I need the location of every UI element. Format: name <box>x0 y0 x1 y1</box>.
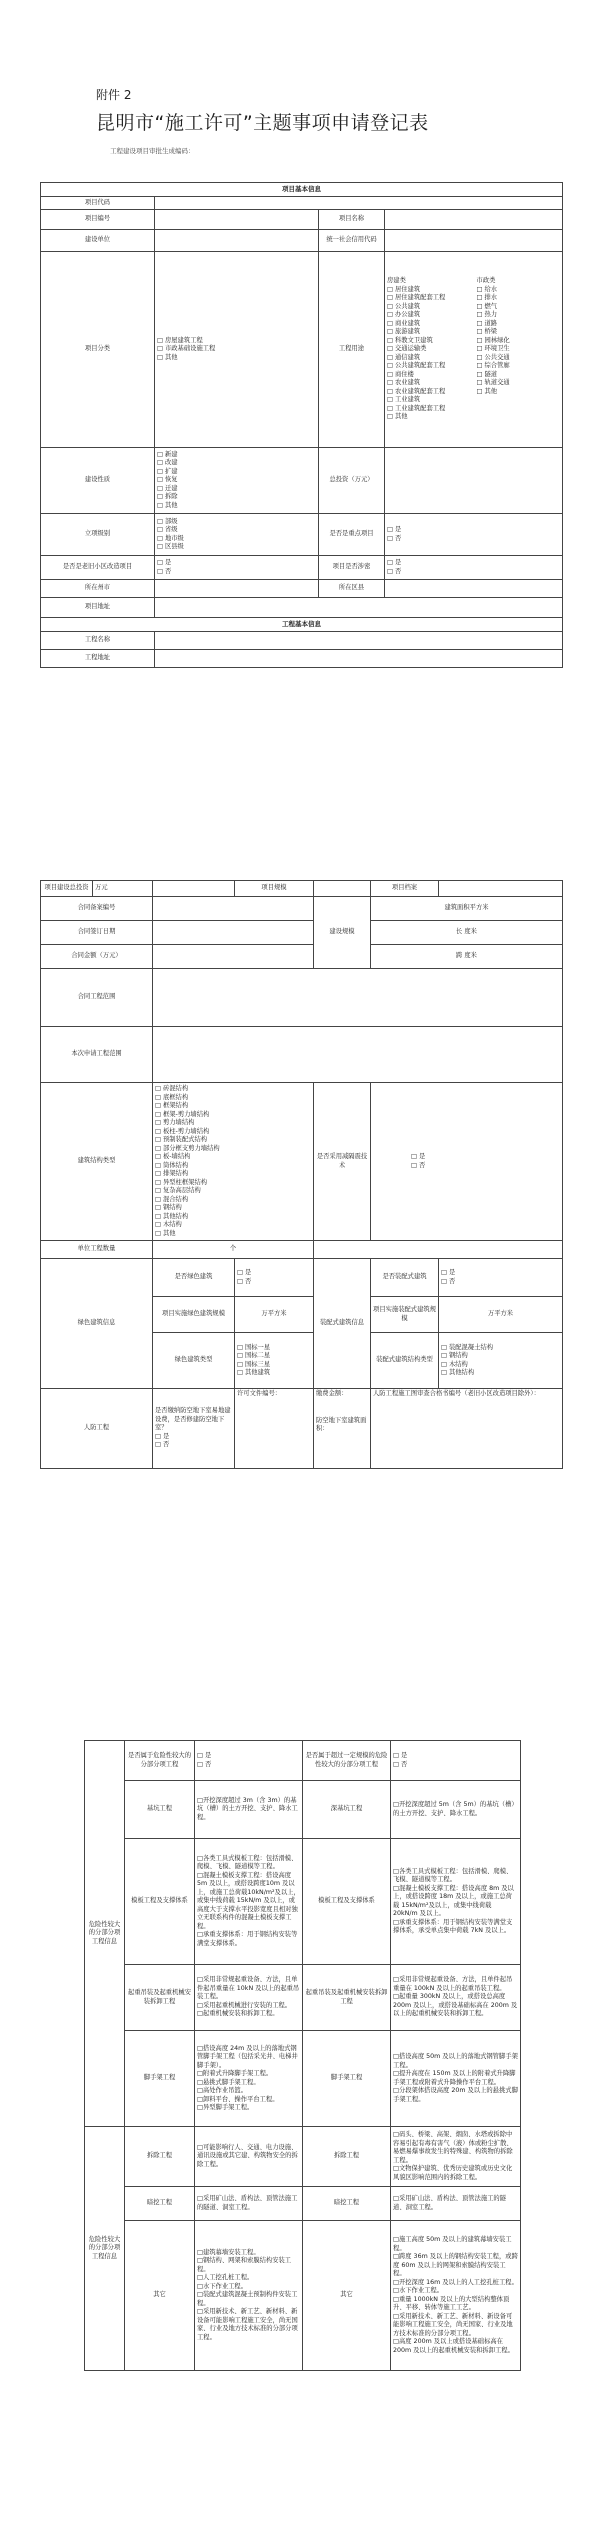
row-label: 其它 <box>303 2221 391 2371</box>
row-text-content: □可能影响行人、交通、电力设施、通讯设施或其它建、构筑物安全的拆除工程。 <box>197 2143 298 2168</box>
label-key-project: 是否是重点项目 <box>319 514 385 556</box>
structure-option[interactable]: □ 板-墙结构 <box>155 1153 311 1162</box>
prefab-type-options[interactable] <box>439 1333 563 1389</box>
unit-sqm: 万平方米 <box>487 1310 514 1318</box>
use-option[interactable]: □ 排水 <box>477 294 561 303</box>
row-label: 拆除工程 <box>125 2127 195 2187</box>
row-text[interactable] <box>195 2187 303 2221</box>
use-option[interactable]: □ 桥梁 <box>477 328 561 337</box>
renovation-no[interactable]: □ 否 <box>157 568 316 577</box>
label-prefab-type: 装配式建筑结构类型 <box>371 1333 439 1389</box>
risk-q2-yes[interactable]: □ 是 <box>393 1752 518 1761</box>
nature-option[interactable]: □ 扩建 <box>157 468 316 477</box>
risk-q2-no[interactable]: □ 否 <box>393 1761 518 1770</box>
row-text-content: □码头、桥梁、高架、烟囱、水塔或拆除中容易引起有毒有害气（液）体或粉尘扩散、易燃易爆事故发生的特殊建、构筑物的拆除工程。 □文物保护建筑、优秀历史建筑或历史文化风貌区影响范围内的拆除工程。 <box>393 2131 513 2181</box>
use-option[interactable]: □ 综合管廊 <box>477 362 561 371</box>
use-option[interactable]: □ 其他 <box>477 388 561 397</box>
green-type-option[interactable]: □ 其他建筑 <box>237 1369 311 1378</box>
row-label: 深基坑工程 <box>303 1781 391 1839</box>
field-district[interactable] <box>385 580 563 598</box>
structure-option[interactable]: □ 混合结构 <box>155 1196 311 1205</box>
option-housing[interactable]: □ 房屋建筑工程 <box>157 337 316 346</box>
row-text-content: □各类工具式模板工程：包括滑模、爬模、飞模、隧道模等工程。 □混凝土模板支撑工程：搭设高度 5m 及以上，或搭设跨度10m 及以上，或施工总荷载10kN/m²及以上，或集中线荷载 15kN/m 及以上，或高度大于支撑水平投影宽度且相对独立无联系构件的混凝土模板支撑工程。 □承重支撑体系：用于钢结构安装等满堂支撑体系。 <box>197 1854 300 1947</box>
row-label: 基坑工程 <box>125 1781 195 1839</box>
level-option[interactable]: □ 区县级 <box>157 543 316 552</box>
prefab-no[interactable]: □ 否 <box>441 1278 560 1287</box>
label-is-prefab: 是否装配式建筑 <box>371 1259 439 1297</box>
field-project-address[interactable] <box>155 598 563 618</box>
field-credit-code[interactable] <box>385 230 563 252</box>
row-text-content: □搭设高度 24m 及以上的落地式钢管脚手架工程（包括采光井、电梯井脚手架）。 □附着式升降脚手架工程。 □悬挑式脚手架工程。 □高处作业吊篮。 □卸料平台、操作平台工程。 □异型脚手架工程。 <box>197 2044 298 2111</box>
row-text-content: □建筑幕墙安装工程。 □钢结构、网架和索膜结构安装工程。 □人工挖孔桩工程。 □水下作业工程。 □装配式建筑混凝土预制构件安装工程。 □采用新技术、新工艺、新材料、新设备可能影响工程施工安全，尚无国家、行业及地方技术标准的分部分项工程。 <box>197 2248 298 2341</box>
field-investment[interactable] <box>93 881 153 897</box>
structure-option[interactable]: □ 木结构 <box>155 1221 311 1230</box>
field-total-investment[interactable] <box>385 448 563 514</box>
key-project-yes[interactable]: □ 是 <box>387 526 560 535</box>
label-contract-amount: 合同金额（万元） <box>41 945 153 969</box>
row-text-content: □采用矿山法、盾构法、顶管法施工的隧道、洞室工程。 <box>393 2195 507 2211</box>
option-other[interactable]: □ 其他 <box>157 354 316 363</box>
engineering-info-table <box>40 880 563 1469</box>
level-option[interactable]: □ 地市级 <box>157 535 316 544</box>
label-structure-type: 建筑结构类型 <box>41 1083 153 1241</box>
use-option[interactable]: □ 给水 <box>477 286 561 295</box>
row-label: 暗挖工程 <box>303 2187 391 2221</box>
green-type-option[interactable]: □ 国标三星 <box>237 1361 311 1370</box>
use-option[interactable]: □ 隧道 <box>477 371 561 380</box>
row-label: 脚手架工程 <box>125 2031 195 2127</box>
label-green-type: 绿色建筑类型 <box>153 1333 235 1389</box>
prefab-type-option[interactable]: □ 钢结构 <box>441 1352 560 1361</box>
label-isolation-tech: 是否采用减隔震技术 <box>314 1083 371 1241</box>
page-1 <box>0 0 600 880</box>
use-option[interactable]: □ 轨道交通 <box>477 379 561 388</box>
green-type-options[interactable] <box>235 1333 314 1389</box>
label-civil-air: 人防工程 <box>41 1389 153 1469</box>
structure-option[interactable]: □ 异型柱框架结构 <box>155 1179 311 1188</box>
green-type-option[interactable]: □ 国标二星 <box>237 1352 311 1361</box>
structure-option[interactable]: □ 部分框支剪力墙结构 <box>155 1145 311 1154</box>
structure-option[interactable]: □ 剪力墙结构 <box>155 1119 311 1128</box>
label-project-number: 项目编号 <box>41 210 155 230</box>
label-construction-nature: 建设性质 <box>41 448 155 514</box>
approval-code-note: 工程建设项目审批生成编码： <box>110 147 195 155</box>
unit-sqm: 万平方米 <box>261 1310 287 1318</box>
row-text[interactable] <box>195 2221 303 2371</box>
civil-air-fee-area[interactable] <box>314 1389 371 1469</box>
label-green-area: 项目实施绿色建筑规模 <box>153 1297 235 1333</box>
row-text[interactable] <box>195 1965 303 2031</box>
green-no[interactable]: □ 否 <box>237 1278 311 1287</box>
row-text[interactable] <box>391 2031 521 2127</box>
label-current-scope: 本次申请工程范围 <box>41 1027 153 1083</box>
use-option[interactable]: □ 工业建筑 <box>387 396 471 405</box>
label-risk-q2: 是否属于超过一定规模的危险性较大的分部分项工程 <box>303 1741 391 1781</box>
green-options[interactable] <box>235 1259 314 1297</box>
field-engineering-name[interactable] <box>155 632 563 650</box>
key-project-no[interactable]: □ 否 <box>387 535 560 544</box>
level-option[interactable]: □ 省级 <box>157 526 316 535</box>
field-contract-date[interactable] <box>153 921 314 945</box>
field-contract-filing[interactable] <box>153 897 314 921</box>
label-project-category: 项目分类 <box>41 252 155 448</box>
nature-option[interactable]: □ 迁建 <box>157 485 316 494</box>
use-option[interactable]: □ 道路 <box>477 320 561 329</box>
structure-option[interactable]: □ 框架-剪力墙结构 <box>155 1111 311 1120</box>
label-approval-level: 立项级别 <box>41 514 155 556</box>
structure-option[interactable]: □ 底框结构 <box>155 1094 311 1103</box>
risk-q1-yes[interactable]: □ 是 <box>197 1752 300 1761</box>
structure-option[interactable]: □ 复杂高层结构 <box>155 1187 311 1196</box>
structure-option[interactable]: □ 排架结构 <box>155 1170 311 1179</box>
label-renovation: 是否是老旧小区改造项目 <box>41 556 155 580</box>
structure-option[interactable]: □ 其他结构 <box>155 1213 311 1222</box>
label-project-code: 项目代码 <box>41 197 155 210</box>
nature-option[interactable]: □ 拆除 <box>157 493 316 502</box>
field-contract-amount[interactable] <box>153 945 314 969</box>
label-emergency: 项目是否涉密 <box>319 556 385 580</box>
use-option[interactable]: □ 商住楼 <box>387 371 471 380</box>
label-contract-scope: 合同工程范围 <box>41 969 153 1027</box>
label-green-info: 绿色建筑信息 <box>41 1259 153 1389</box>
use-option[interactable]: □ 科教文卫建筑 <box>387 337 471 346</box>
label-prefab-info: 装配式建筑信息 <box>314 1259 371 1389</box>
field-project-code[interactable] <box>155 197 563 210</box>
row-label: 起重吊装及起重机械安装拆卸工程 <box>125 1965 195 2031</box>
row-text-content: □采用非常规起重设备、方法，且单件起吊重量在 100kN 及以上的起重吊装工程。 □起重量 300kN 及以上，或搭设总高度 200m 及以上，或搭设基础标高在 200m 及以上的起重机械安装和拆卸工程。 <box>393 1976 518 2018</box>
risk-q2-options[interactable] <box>391 1741 521 1781</box>
prefab-yes[interactable]: □ 是 <box>441 1269 560 1278</box>
use-option[interactable]: □ 热力 <box>477 311 561 320</box>
row-label: 脚手架工程 <box>303 2031 391 2127</box>
nature-option[interactable]: □ 其他 <box>157 502 316 511</box>
row-text[interactable] <box>391 1781 521 1839</box>
use-option[interactable]: □ 公共建筑配套工程 <box>387 362 471 371</box>
row-text[interactable] <box>195 1781 303 1839</box>
label-engineering-address: 工程地址 <box>41 650 155 668</box>
row-text[interactable] <box>391 1965 521 2031</box>
label-super-group: 危险性较大的分部分项工程信息 <box>85 2127 125 2371</box>
use-option[interactable]: □ 办公建筑 <box>387 311 471 320</box>
label-danger-group: 危险性较大的分部分项工程信息 <box>85 1741 125 2127</box>
use-option[interactable]: □ 燃气 <box>477 303 561 312</box>
row-text[interactable] <box>391 2221 521 2371</box>
label-contract-date: 合同签订日期 <box>41 921 153 945</box>
row-label: 其它 <box>125 2221 195 2371</box>
structure-option[interactable]: □ 筒体结构 <box>155 1162 311 1171</box>
category-options[interactable] <box>155 252 319 448</box>
use-option[interactable]: □ 居住建筑 <box>387 286 471 295</box>
field-prefab-area[interactable] <box>439 1297 563 1333</box>
label-contract-filing: 合同备案编号 <box>41 897 153 921</box>
use-option[interactable]: □ 旅游建筑 <box>387 328 471 337</box>
risk-q1-no[interactable]: □ 否 <box>197 1761 300 1770</box>
row-text-content: □采用矿山法、盾构法、顶管法施工的隧道、洞室工程。 <box>197 2195 298 2211</box>
civil-air-question[interactable] <box>153 1389 235 1469</box>
label-engineering-name: 工程名称 <box>41 632 155 650</box>
page-2 <box>0 880 600 1740</box>
field-engineering-address[interactable] <box>155 650 563 668</box>
label-credit-code: 统一社会信用代码 <box>319 230 385 252</box>
section-title-project: 项目基本信息 <box>41 183 563 197</box>
field-building-area[interactable]: 建筑面积平方米 <box>371 897 563 921</box>
use-option[interactable]: □ 公共建筑 <box>387 303 471 312</box>
label-province-city: 所在州市 <box>41 580 155 598</box>
field-unit-count-extra <box>314 1241 563 1259</box>
row-text[interactable] <box>195 2127 303 2187</box>
use-option[interactable]: □ 其他 <box>387 413 471 422</box>
row-text[interactable] <box>391 1839 521 1965</box>
field-green-area[interactable] <box>235 1297 314 1333</box>
risk-table <box>84 1740 521 2371</box>
field-province-city[interactable] <box>155 580 319 598</box>
label-construction-unit: 建设单位 <box>41 230 155 252</box>
row-text[interactable] <box>391 2187 521 2221</box>
civil-air-fee: 缴费金额： <box>316 1390 348 1397</box>
row-label: 暗挖工程 <box>125 2187 195 2221</box>
prefab-type-option[interactable]: □ 木结构 <box>441 1361 560 1370</box>
use-option[interactable]: □ 环境卫生 <box>477 345 561 354</box>
use-option[interactable]: □ 商业建筑 <box>387 320 471 329</box>
green-yes[interactable]: □ 是 <box>237 1269 311 1278</box>
row-text[interactable] <box>195 1839 303 1965</box>
use-option[interactable]: □ 农业建筑 <box>387 379 471 388</box>
nature-option[interactable]: □ 改建 <box>157 459 316 468</box>
emergency-no[interactable]: □ 否 <box>387 568 560 577</box>
label-investment: 项目建设总投资 <box>41 881 93 897</box>
row-text-content: □施工高度 50m 及以上的建筑幕墙安装工程。 □跨度 36m 及以上的钢结构安装工程，或跨度 60m 及以上的网架和索膜结构安装工程。 □开挖深度 16m 及以上的人工挖孔桩工程。 □水下作业工程。 □重量 1000kN 及以上的大型结构整体顶升、平移、转体等施工工艺。 □采用新技术、新工艺、新材料、新设备可能影响工程施工安全，尚无国家、行业及地方技术标准的分部分项工程。 □高度 200m 及以上或搭设基础标高在 200m 及以上的起重机械安装和拆卸工程。 <box>393 2236 518 2354</box>
label-construction-scale: 建设规模 <box>314 897 371 969</box>
structure-option[interactable]: □ 钢结构 <box>155 1204 311 1213</box>
emergency-options[interactable] <box>385 556 563 580</box>
engineering-use-options[interactable] <box>385 252 563 448</box>
row-text-content: □各类工具式模板工程：包括滑模、爬模、飞模、隧道模等工程。 □混凝土模板支撑工程：搭设高度 8m 及以上，或搭设跨度 18m 及以上，或施工总荷载 15kN/m²及以上，或集中线荷载 20kN/m 及以上。 □承重支撑体系：用于钢结构安装等满堂支撑体系，承受单点集中荷载 7kN 及以上。 <box>393 1867 514 1934</box>
structure-option[interactable]: □ 砖混结构 <box>155 1085 311 1094</box>
isolation-options[interactable] <box>371 1083 563 1241</box>
field-project-name[interactable] <box>385 210 563 230</box>
use-housing-header: 房建类 <box>387 277 406 285</box>
row-label: 模板工程及支撑体系 <box>303 1839 391 1965</box>
label-total-investment: 总投资（万元） <box>319 448 385 514</box>
row-label: 拆除工程 <box>303 2127 391 2187</box>
label-project-name: 项目名称 <box>319 210 385 230</box>
field-unit-count[interactable] <box>153 1241 314 1259</box>
field-project-number[interactable] <box>155 210 319 230</box>
field-span[interactable]: 跨 度米 <box>371 945 563 969</box>
row-label: 模板工程及支撑体系 <box>125 1839 195 1965</box>
row-text-content: □开挖深度超过 3m（含 3m）的基坑（槽）的土方开挖、支护、降水工程。 <box>197 1796 298 1821</box>
unit-wanyuan: 万元 <box>95 884 108 892</box>
prefab-type-option[interactable]: □ 其他结构 <box>441 1369 560 1378</box>
structure-options[interactable] <box>153 1083 314 1241</box>
label-is-green: 是否绿色建筑 <box>153 1259 235 1297</box>
prefab-type-option[interactable]: □ 装配混凝土结构 <box>441 1344 560 1353</box>
row-text-content: □开挖深度超过 5m（含 5m）的基坑（槽）的土方开挖、支护、降水工程。 <box>393 1801 518 1817</box>
label-project-scale: 项目规模 <box>235 881 314 897</box>
page-3 <box>0 1740 600 2546</box>
project-info-table <box>40 182 563 668</box>
label-project-level: 项目档案 <box>371 881 439 897</box>
row-label: 起重吊装及起重机械安装拆卸工程 <box>303 1965 391 2031</box>
field-project-scale[interactable] <box>314 881 371 897</box>
option-municipal[interactable]: □ 市政基础设施工程 <box>157 345 316 354</box>
prefab-options[interactable] <box>439 1259 563 1297</box>
structure-option[interactable]: □ 板柱-剪力墙结构 <box>155 1128 311 1137</box>
green-type-option[interactable]: □ 国标一星 <box>237 1344 311 1353</box>
risk-q1-options[interactable] <box>195 1741 303 1781</box>
nature-option[interactable]: □ 新建 <box>157 451 316 460</box>
label-district: 所在区县 <box>319 580 385 598</box>
label-prefab-area: 项目实施装配式建筑规模 <box>371 1297 439 1333</box>
row-text-content: □搭设高度 50m 及以上的落地式钢管脚手架工程。 □提升高度在 150m 及以上的附着式升降脚手架工程或附着式升降操作平台工程。 □分段架体搭设高度 20m 及以上的悬挑式脚手架工程。 <box>393 2053 518 2103</box>
page-title: 昆明市“施工许可”主题事项申请登记表 <box>96 112 429 134</box>
level-option[interactable]: □ 部级 <box>157 518 316 527</box>
use-option[interactable]: □ 农业建筑配套工程 <box>387 388 471 397</box>
nature-option[interactable]: □ 恢复 <box>157 476 316 485</box>
renovation-yes[interactable]: □ 是 <box>157 559 316 568</box>
section-title-engineering: 工程基本信息 <box>41 618 563 632</box>
label-project-address: 项目地址 <box>41 598 155 618</box>
isolation-yes[interactable]: □ 是 <box>411 1153 560 1162</box>
field-length[interactable]: 长 度米 <box>371 921 563 945</box>
field-investment-extra[interactable] <box>153 881 235 897</box>
structure-option[interactable]: □ 其他 <box>155 1230 311 1239</box>
row-text[interactable] <box>391 2127 521 2187</box>
row-text-content: □采用非常规起重设备、方法，且单件起吊重量在 10kN 及以上的起重吊装工程。 □采用起重机械进行安装的工程。 □起重机械安装和拆卸工程。 <box>197 1976 300 2018</box>
civil-air-yes[interactable]: □ 是 <box>155 1433 232 1442</box>
civil-air-question-text: 是否缴纳防空地下室易地建设费，是否修建防空地下室？ <box>155 1407 231 1432</box>
civil-air-area: 防空地下室建筑面积： <box>316 1416 367 1432</box>
civil-air-license[interactable]: 许可文件编号： <box>235 1389 314 1469</box>
use-option[interactable]: □ 园林绿化 <box>477 337 561 346</box>
field-current-scope[interactable] <box>153 1027 563 1083</box>
level-options[interactable] <box>155 514 319 556</box>
civil-air-review-no[interactable]: 人防工程施工图审查合格书编号（老旧小区改造项目除外）： <box>371 1389 563 1469</box>
structure-option[interactable]: □ 框架结构 <box>155 1102 311 1111</box>
use-option[interactable]: □ 交通运输类 <box>387 345 471 354</box>
label-unit-count: 单位工程数量 <box>41 1241 153 1259</box>
unit-count-unit: 个 <box>229 1245 237 1253</box>
row-text[interactable] <box>195 2031 303 2127</box>
use-option[interactable]: □ 工业建筑配套工程 <box>387 405 471 414</box>
field-construction-unit[interactable] <box>155 230 319 252</box>
label-risk-q1: 是否属于危险性较大的分部分项工程 <box>125 1741 195 1781</box>
use-option[interactable]: □ 居住建筑配套工程 <box>387 294 471 303</box>
emergency-yes[interactable]: □ 是 <box>387 559 560 568</box>
use-option[interactable]: □ 公共交通 <box>477 354 561 363</box>
use-option[interactable]: □ 通信建筑 <box>387 354 471 363</box>
key-project-options[interactable] <box>385 514 563 556</box>
field-project-level[interactable] <box>439 881 563 897</box>
nature-options[interactable] <box>155 448 319 514</box>
attachment-label: 附件 2 <box>96 88 132 102</box>
field-contract-scope[interactable] <box>153 969 563 1027</box>
structure-option[interactable]: □ 预制装配式结构 <box>155 1136 311 1145</box>
label-engineering-use: 工程用途 <box>319 252 385 448</box>
renovation-options[interactable] <box>155 556 319 580</box>
isolation-no[interactable]: □ 否 <box>411 1162 560 1171</box>
use-municipal-header: 市政类 <box>476 277 496 285</box>
civil-air-no[interactable]: □ 否 <box>155 1441 232 1450</box>
